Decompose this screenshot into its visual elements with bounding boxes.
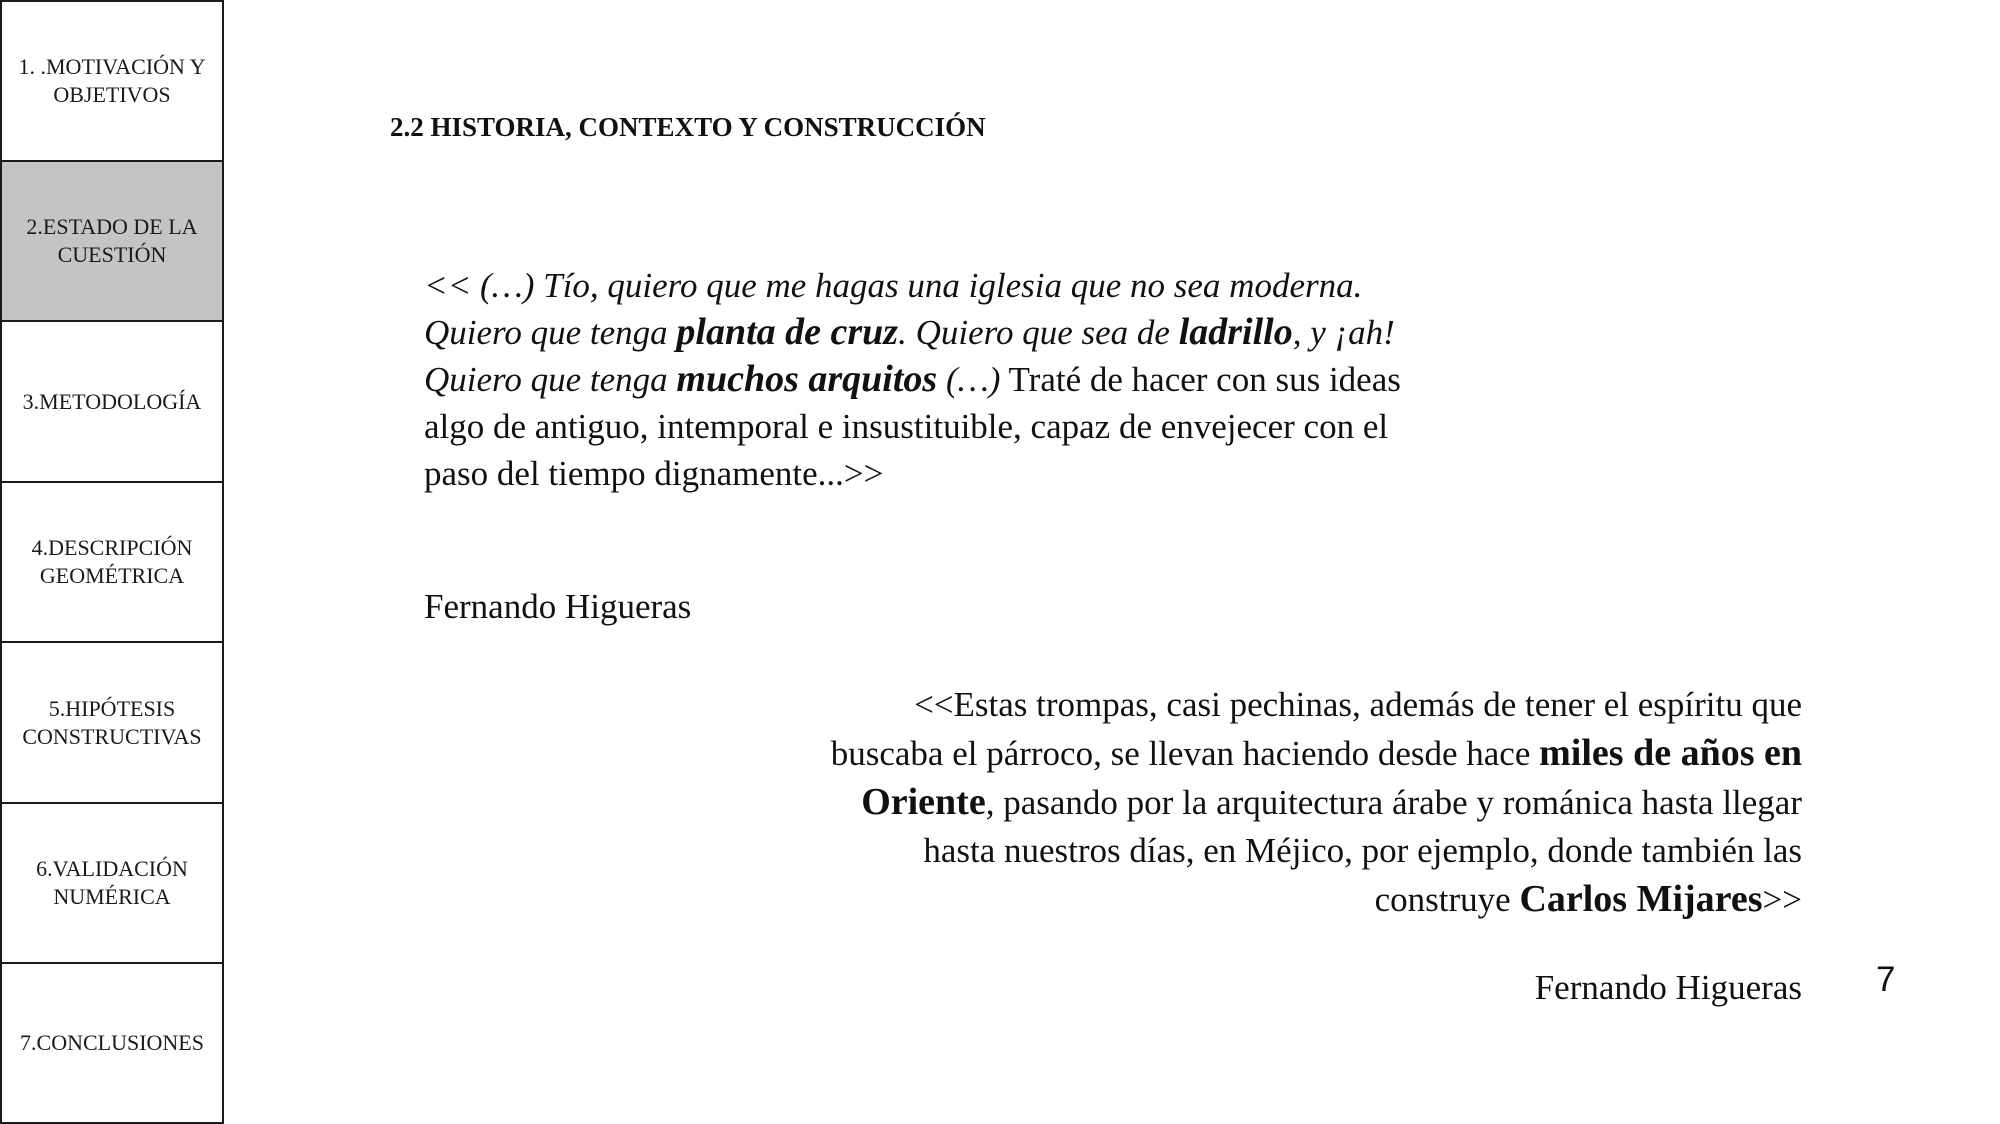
sidebar-item-label: 2.ESTADO DE LA CUESTIÓN: [26, 214, 198, 267]
quote-block-1: [424, 262, 1424, 497]
sidebar-item-metodologia[interactable]: [0, 320, 224, 483]
sidebar-item-label: 5.HIPÓTESIS CONSTRUCTIVAS: [22, 695, 202, 749]
quote-text: Traté de hacer con sus ideas algo de antiguo, intemporal e insustituible, capaz de envejecer con el paso del tiempo dignamente...>>: [424, 360, 1401, 493]
quote-text: , y ¡ah! Quiero que tenga: [424, 313, 1395, 399]
quote-block-2: [800, 681, 1802, 924]
quote-emphasis: muchos arquitos: [676, 358, 938, 400]
quote-emphasis: Carlos Mijares: [1519, 878, 1763, 920]
sidebar-item-hipotesis[interactable]: [0, 641, 224, 804]
quote-author-2: Fernando Higueras: [1534, 968, 1802, 1007]
sidebar-item-label: 6.VALIDACIÓN NUMÉRICA: [36, 856, 188, 909]
quote-emphasis: planta de cruz: [676, 311, 899, 353]
sidebar-item-label: 7.CONCLUSIONES: [20, 1030, 204, 1055]
quote-text: . Quiero que sea de: [898, 313, 1179, 352]
sidebar-nav: [0, 0, 226, 1124]
sidebar-item-label: 4.DESCRIPCIÓN GEOMÉTRICA: [31, 535, 193, 588]
sidebar-item-validacion[interactable]: [0, 802, 224, 964]
quote-emphasis: ladrillo: [1178, 311, 1293, 353]
quote-text: , pasando por la arquitectura árabe y románica hasta llegar hasta nuestros días, en Méjico, por ejemplo, donde también las construye: [923, 783, 1802, 919]
sidebar-item-descripcion[interactable]: [0, 481, 224, 643]
quote-emphasis: miles de años en Oriente: [861, 732, 1802, 823]
quote-text: << (…) Tío, quiero que me hagas una iglesia que no sea moderna. Quiero que tenga: [424, 266, 1363, 352]
quote-text: <<Estas trompas, casi pechinas, además de tener el espíritu que buscaba el párroco, se llevan haciendo desde hace: [830, 685, 1802, 773]
sidebar-item-estado[interactable]: [0, 160, 224, 322]
quote-text: >>: [1762, 880, 1802, 919]
page-number: 7: [1876, 960, 1896, 999]
sidebar-item-motivacion[interactable]: [0, 0, 224, 162]
section-title: 2.2 HISTORIA, CONTEXTO Y CONSTRUCCIÓN: [390, 112, 986, 142]
sidebar-item-label: 3.METODOLOGÍA: [22, 388, 202, 414]
sidebar-item-conclusiones[interactable]: [0, 962, 224, 1124]
sidebar-item-label: 1. .MOTIVACIÓN Y OBJETIVOS: [18, 54, 206, 107]
quote-text: (…): [937, 360, 1001, 399]
quote-author-1: Fernando Higueras: [424, 587, 692, 626]
